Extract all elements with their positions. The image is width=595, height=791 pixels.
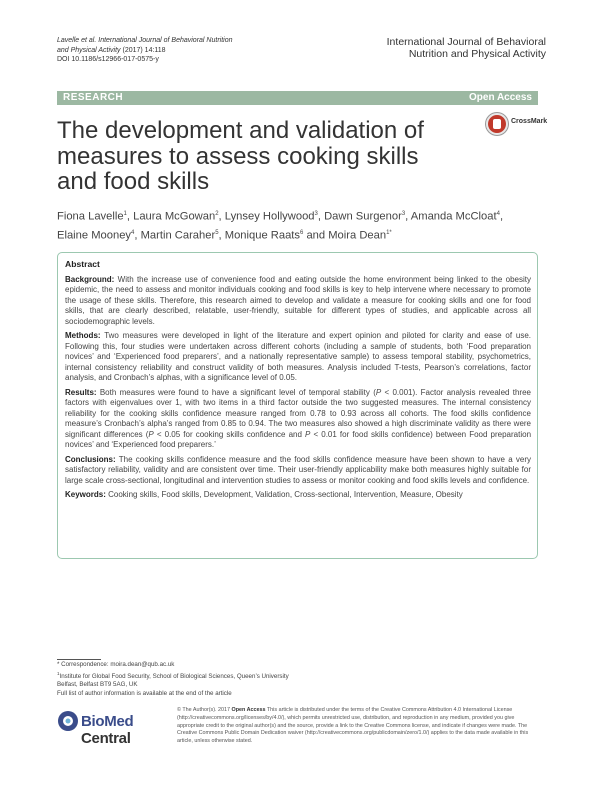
crossmark-icon xyxy=(486,113,508,135)
license-body: This article is distributed under the terms of the Creative Commons Attribution 4.0 International License (http://creativecommons.org/licenses/by/4.0/), which permits unrestricted use, distribution, and reproduction in any medium, provided you give appropriate credit to the original author(s) and the source, provide a link to the Creative Commons license, and indicate if changes were made. The Creative Commons Public Domain Dedication waiver (http://creativecommons.org/publicdomain/zero/1.0/) applies to the data made available in this article, unless otherwise stated. xyxy=(177,707,529,745)
author-name[interactable]: Monique Raats xyxy=(224,229,300,242)
affiliation-text: Institute for Global Food Security, School of Biological Sciences, Queen’s University Belfast, Belfast BT9 5AG, UK xyxy=(57,672,289,689)
author-name[interactable]: Moira Dean xyxy=(328,229,387,242)
author-affil: 5 xyxy=(215,229,219,236)
correspondence[interactable]: * Correspondence: moira.dean@qub.ac.uk xyxy=(57,661,175,668)
abstract-keywords xyxy=(65,490,531,501)
affiliation-sup: 1 xyxy=(57,670,60,676)
license-open-access: Open Access xyxy=(231,707,266,713)
section-label: Results: xyxy=(65,387,97,397)
crossmark-label: CrossMark xyxy=(511,118,548,125)
author-name[interactable]: Elaine Mooney xyxy=(57,229,132,242)
open-access-label: Open Access xyxy=(469,92,532,103)
abstract-conclusions xyxy=(65,455,531,487)
journal-name-line2: Nutrition and Physical Activity xyxy=(408,47,546,60)
abstract-results xyxy=(65,388,531,451)
p-symbol: P xyxy=(375,387,382,397)
abstract-background xyxy=(65,275,531,328)
author-list: Fiona Lavelle$^1$, Laura McGowan$^2$, Lynsey Hollywood$^3$, Dawn Surgenor$^3$, Amanda McCloat$^4$, Elaine Mooney$^4$, Martin Caraher$^5$, Monique Raats$^6$ and Moira Dean$^{1*}$ xyxy=(57,210,504,242)
author-affil: 2 xyxy=(215,211,219,217)
author-affil: 3 xyxy=(401,211,406,217)
author-affil: 4 xyxy=(131,229,135,236)
section-text: < 0.01 for food skills confidence) between Food preparation novices’ and ‘Experienced food preparers.’ xyxy=(65,429,532,449)
citation-journal-cont: and Physical Activity xyxy=(57,46,121,54)
license-prefix: © The Author(s). 2017 xyxy=(177,707,232,713)
footnotes xyxy=(57,661,297,698)
p-symbol: P xyxy=(148,429,154,439)
abstract-methods xyxy=(65,331,531,384)
author-name[interactable]: Lynsey Hollywood xyxy=(224,210,315,223)
p-symbol: P xyxy=(305,429,311,439)
affiliation xyxy=(57,670,297,690)
author-name[interactable]: Martin Caraher xyxy=(140,229,216,242)
section-text: Two measures were developed in light of the literature and expert opinion and piloted for clarity and ease of use. Following this, four studies were undertaken across different cohorts (including a sample of students, both ‘Food preparation novices’ and ‘Experienced food preparers’, and a nationally representative sample) to assess temporal stability, psychometrics, internal consistency reliability and construct validity of both measures. Analysis included T-tests, Pearson’s correlations, factor analysis, and Cronbach’s alphas, with a significance level of 0.05. xyxy=(65,331,531,382)
author-affil: 1 xyxy=(123,211,127,217)
abstract-heading: Abstract xyxy=(65,259,100,269)
section-text: Cooking skills, Food skills, Development, Validation, Cross-sectional, Intervention, Measure, Obesity xyxy=(105,490,463,499)
section-label: Keywords: xyxy=(65,490,106,499)
section-text: Both measures were found to have a significant level of temporal stability ( xyxy=(96,387,376,397)
license-text xyxy=(177,707,537,746)
author-name[interactable]: Dawn Surgenor xyxy=(324,210,402,223)
author-affil: 4 xyxy=(496,211,500,217)
publisher-logo[interactable] xyxy=(57,710,177,747)
section-label: Conclusions: xyxy=(65,454,116,464)
author-affil: 3 xyxy=(314,211,318,217)
citation-journal: Lavelle et al. International Journal of Behavioral Nutrition xyxy=(57,37,233,44)
journal-name-line1: International Journal of Behavioral xyxy=(386,36,546,48)
journal-name xyxy=(356,37,546,60)
biomed-central-logo-icon xyxy=(57,710,79,732)
author-affil: 1* xyxy=(386,229,392,236)
publisher-name: BioMed Central xyxy=(81,713,134,747)
author-affil: 6 xyxy=(300,229,304,236)
author-name[interactable]: Laura McGowan xyxy=(133,210,216,223)
full-author-info-note: Full list of author information is available at the end of the article xyxy=(57,689,232,697)
author-name[interactable]: Amanda McCloat xyxy=(410,210,497,223)
section-text: With the increase use of convenience food and eating outside the home environment being linked to the obesity epidemic, the need to assess and monitor individuals cooking and food skills is key to help intervene where necessary to promote the usage of these skills. Therefore, this research aimed to develop and validate a measure for cooking skills and one for food skills, that are clearly described, relatable, user-friendly, suitable for different types of studies, and applicable across all sociodemographic levels. xyxy=(65,274,531,326)
crossmark-badge[interactable] xyxy=(486,113,546,135)
author-name[interactable]: Fiona Lavelle xyxy=(57,210,124,223)
citation-header xyxy=(57,36,277,65)
article-title: The development and validation of measures to assess cooking skills and food skills xyxy=(57,117,424,195)
section-text: The cooking skills confidence measure and the food skills confidence measure have been shown to have a very satisfactory reliability, validity and are consistent over time. Their user-friendly applicability make both measures highly suitable for large scale cross-sectional, longitudinal and intervention studies to assess or monitor cooking and food skills levels and confidence. xyxy=(65,454,531,485)
section-text: < 0.05 for cooking skills confidence and xyxy=(153,429,306,439)
section-label: Methods: xyxy=(65,331,101,340)
article-type-banner xyxy=(57,91,538,105)
abstract-box xyxy=(57,252,538,559)
article-type-label: RESEARCH xyxy=(63,92,124,103)
authors-conjunction: and xyxy=(306,229,326,242)
citation-year: (2017) 14:118 xyxy=(120,46,166,54)
section-label: Background: xyxy=(65,274,115,284)
footnote-divider xyxy=(57,659,101,660)
section-text: < 0.001). Factor analysis revealed three factors with eigenvalues over 1, with two items in a third factor outside the two suggested measures. The internal consistency reliability for the cooking skills confidence measure ranged from 0.78 to 0.93 across all cohorts. The food skills confidence measure’s Cronbach’s alpha’s ranged from 0.85 to 0.94. The two measures also showed a high discriminate validity as there were significant differences ( xyxy=(65,387,531,439)
doi[interactable]: DOI 10.1186/s12966-017-0575-y xyxy=(57,56,159,64)
